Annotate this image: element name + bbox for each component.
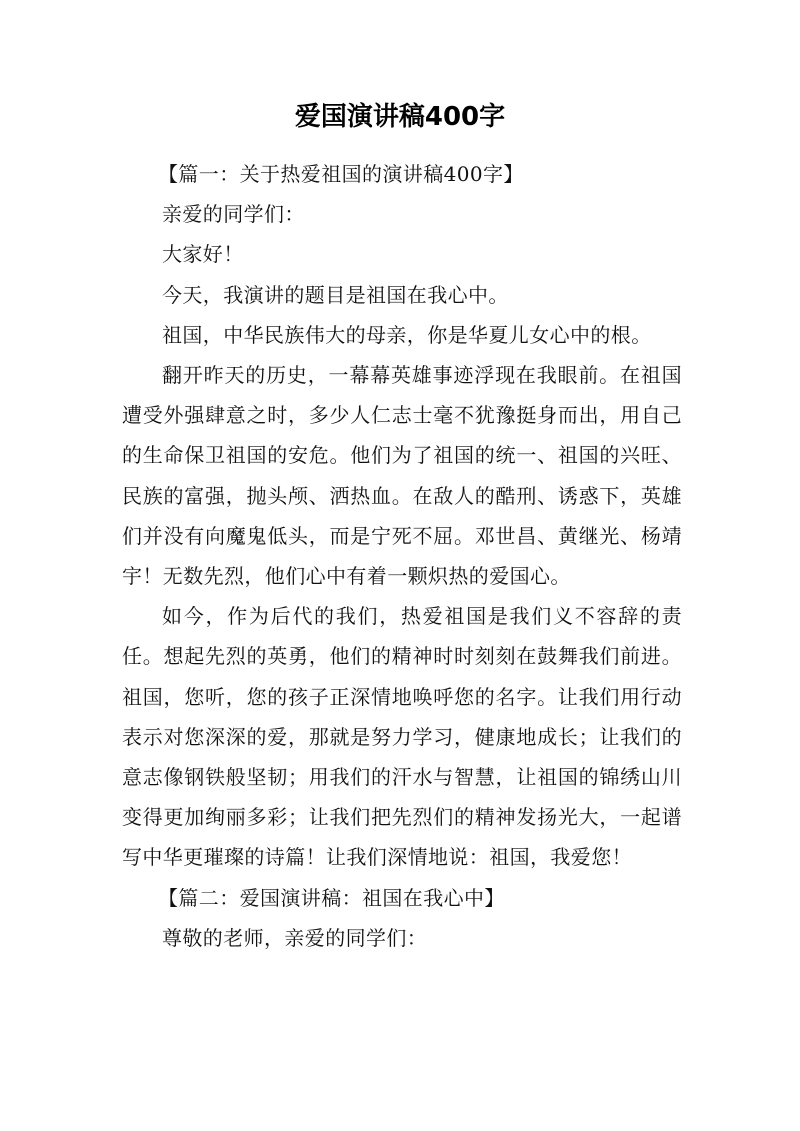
document-body bbox=[122, 154, 682, 958]
salutation: 亲爱的同学们： bbox=[162, 202, 305, 227]
section-heading-1: 【篇一：关于热爱祖国的演讲稿400字】 bbox=[158, 162, 524, 186]
greeting: 大家好！ bbox=[162, 242, 244, 267]
document-title: 爱国演讲稿400字 bbox=[294, 102, 506, 132]
body-paragraph: 翻开昨天的历史，一幕幕英雄事迹浮现在我眼前。在祖国遭受外强肆意之时，多少人仁志士毫不犹豫挺身而出，用自己的生命保卫祖国的安危。他们为了祖国的统一、祖国的兴旺、民族的富强，抛头颅、洒热血。在敌人的酷刑、诱惑下，英雄们并没有向魔鬼低头，而是宁死不屈。邓世昌、黄继光、杨靖宇！无数先烈，他们心中有着一颗炽热的爱国心。 bbox=[122, 363, 682, 589]
salutation: 尊敬的老师，亲爱的同学们： bbox=[162, 925, 428, 950]
body-paragraph: 祖国，中华民族伟大的母亲，你是华夏儿女心中的根。 bbox=[162, 322, 652, 347]
topic-paragraph: 今天，我演讲的题目是祖国在我心中。 bbox=[162, 282, 509, 307]
section-heading-2: 【篇二：爱国演讲稿：祖国在我心中】 bbox=[158, 885, 505, 910]
body-paragraph: 如今，作为后代的我们，热爱祖国是我们义不容辞的责任。想起先烈的英勇，他们的精神时时刻刻在鼓舞我们前进。祖国，您听，您的孩子正深情地唤呼您的名字。让我们用行动表示对您深深的爱，那就是努力学习，健康地成长；让我们的意志像钢铁般坚韧；用我们的汗水与智慧，让祖国的锦绣山川变得更加绚丽多彩；让我们把先烈们的精神发扬光大，一起谱写中华更璀璨的诗篇！让我们深情地说：祖国，我爱您！ bbox=[122, 604, 682, 870]
